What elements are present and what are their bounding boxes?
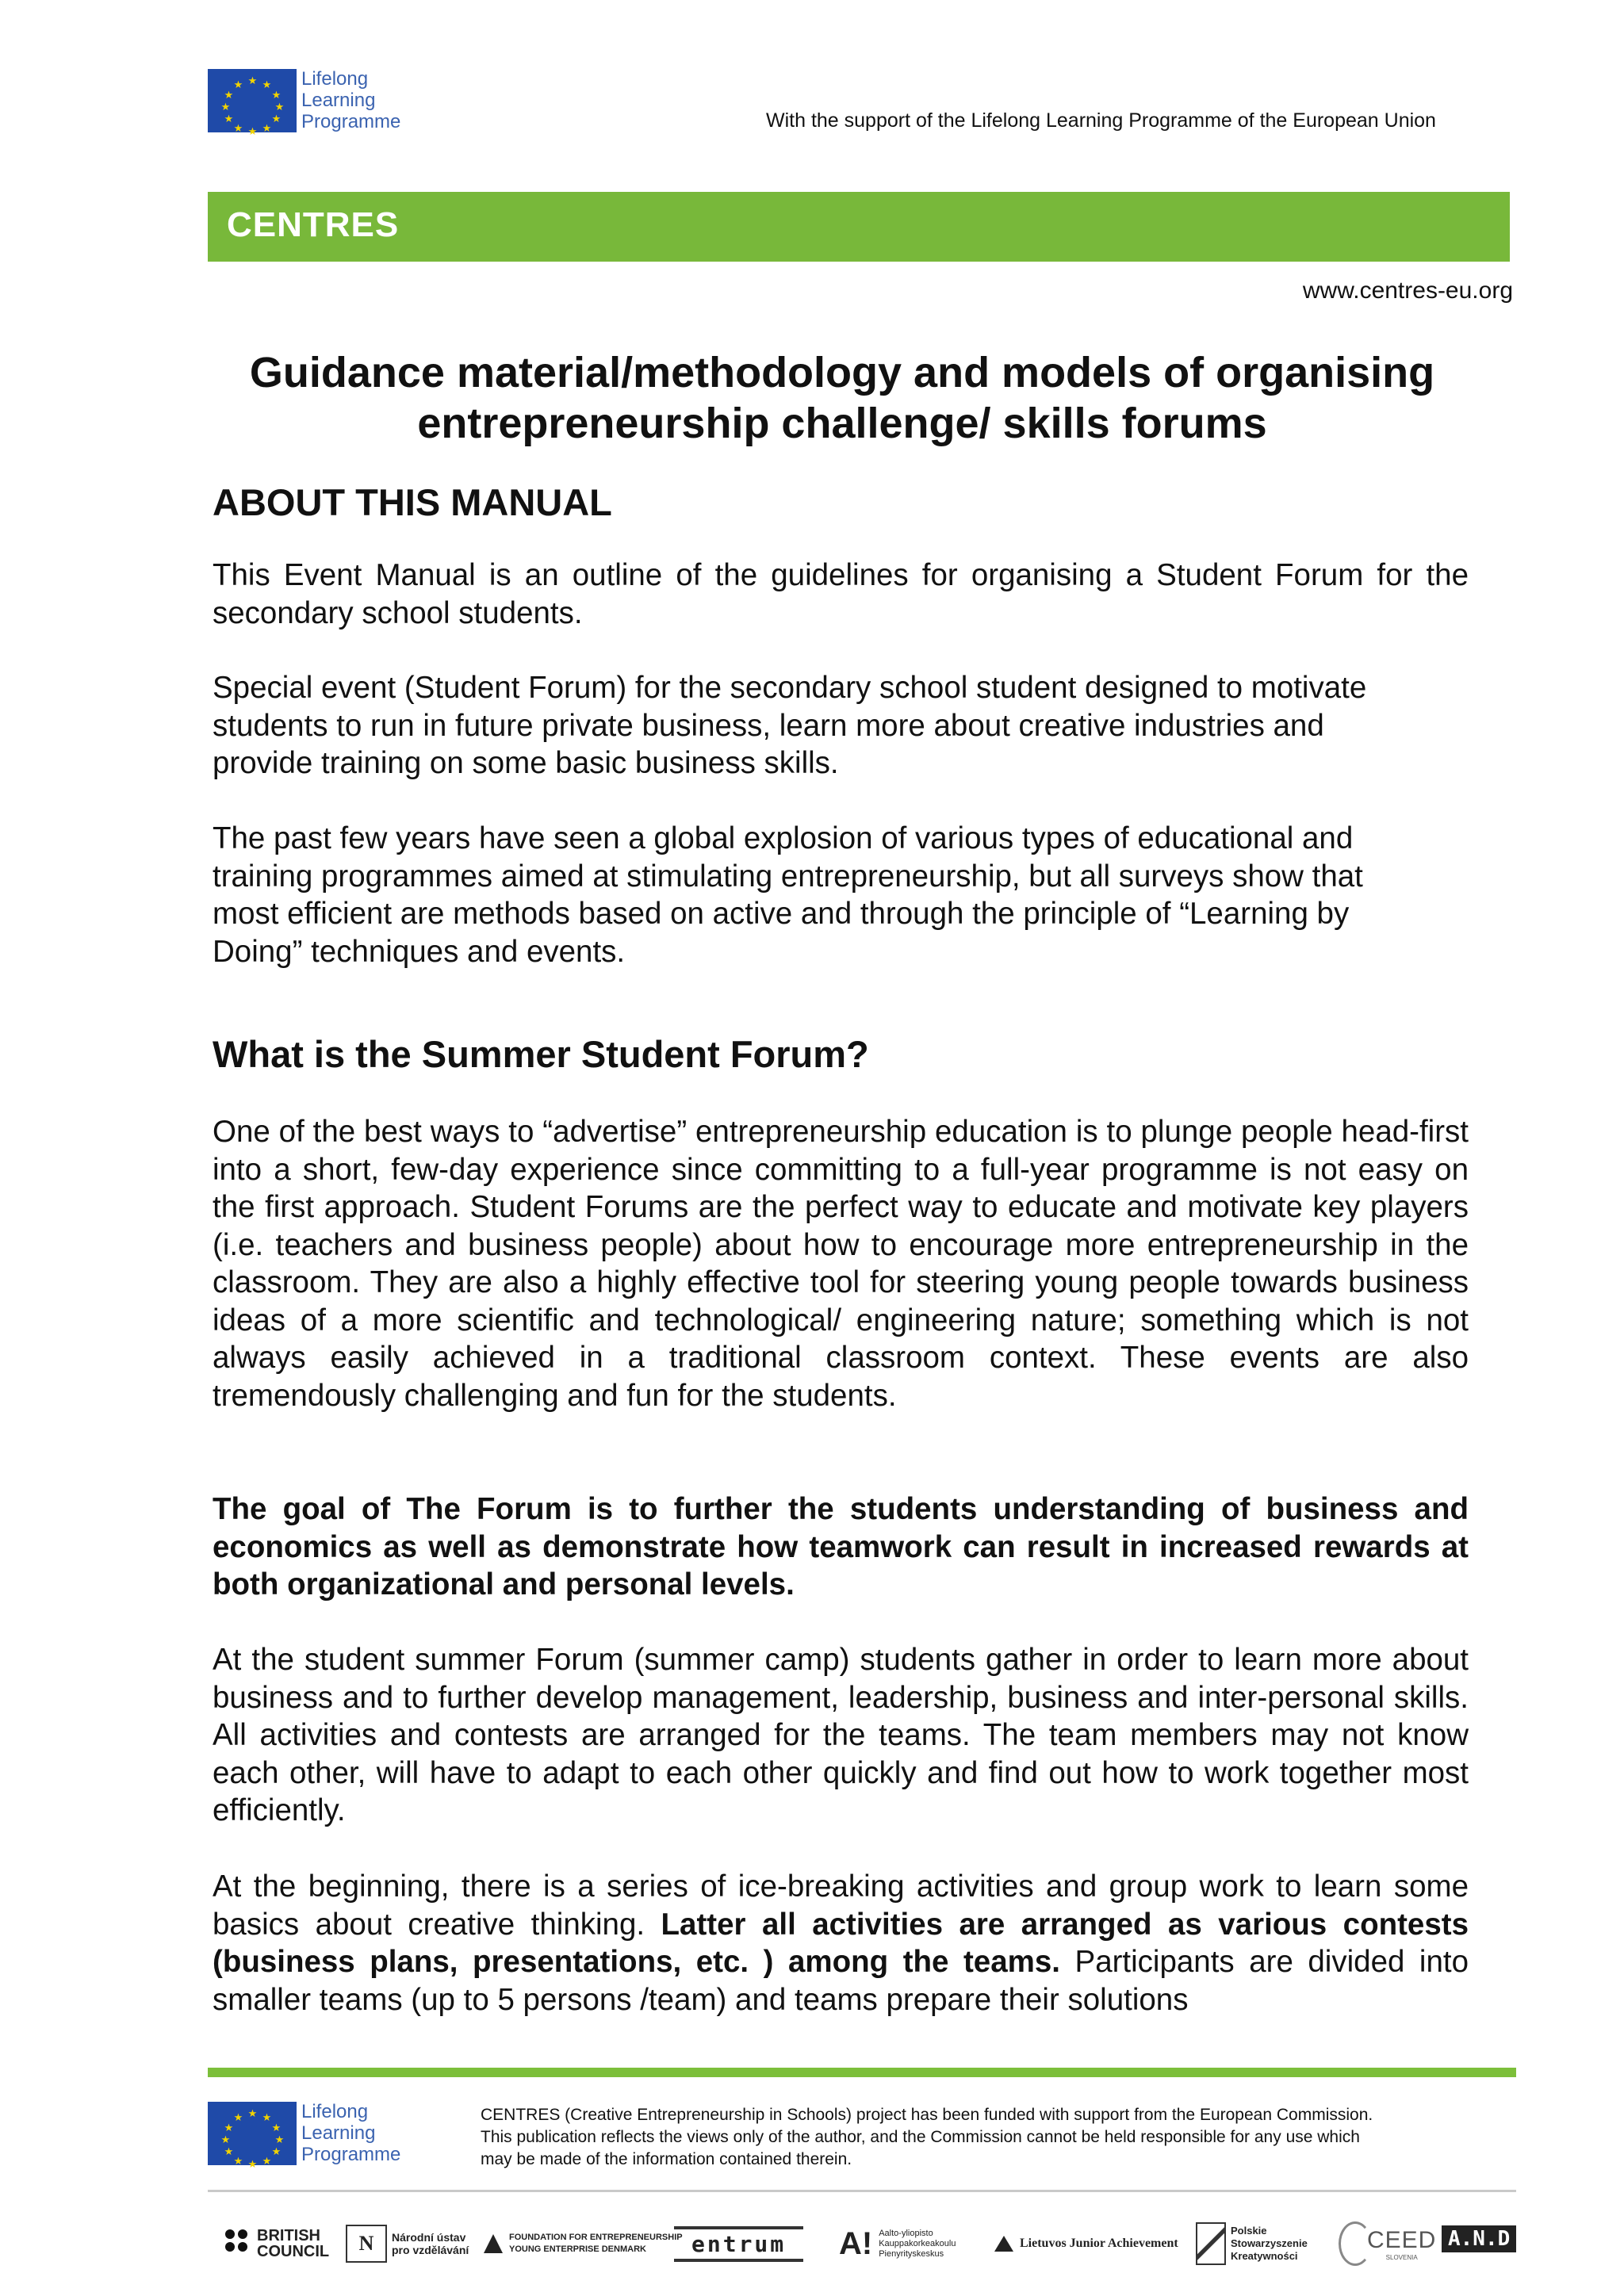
footer-green-rule — [208, 2068, 1516, 2077]
section-heading-forum: What is the Summer Student Forum? — [213, 1033, 869, 1075]
partner-entrum: entrum — [674, 2223, 803, 2264]
partner-lja: Lietuvos Junior Achievement — [993, 2220, 1178, 2267]
llp-header-logo — [208, 68, 401, 137]
footer-grey-rule — [208, 2190, 1516, 2192]
psk-mark-icon — [1196, 2222, 1226, 2265]
partner-ceed: CEED SLOVENIA — [1339, 2217, 1436, 2271]
website-url[interactable]: www.centres-eu.org — [1302, 277, 1513, 304]
banner-title: CENTRES — [227, 205, 400, 244]
eu-flag-icon: ★ ★ ★ ★ ★ ★ ★ ★ ★ ★ ★ ★ — [208, 69, 297, 132]
document-title: Guidance material/methodology and models of organising entrepreneurship challenge/ skills forums — [249, 349, 1435, 447]
funding-disclaimer: CENTRES (Creative Entrepreneurship in Schools) project has been funded with support from the European Commission. This publication reflects the views only of the author, and the Commission cannot be held responsible for any use which may be made of the information contained therein. — [481, 2106, 1373, 2168]
llp-logo-text: Lifelong Learning Programme — [301, 68, 401, 132]
nuv-mark-icon: N — [346, 2225, 387, 2263]
british-council-dots-icon — [224, 2228, 255, 2260]
llp-logo-text: Lifelong Learning Programme — [301, 2101, 401, 2165]
paragraph-intro: This Event Manual is an outline of the guidelines for organising a Student Forum for the secondary school students. — [213, 558, 1469, 630]
partner-aalto: A! Aalto-yliopisto Kauppakorkeakoulu Pienyrityskeskus — [839, 2225, 956, 2261]
partner-british-council: BRITISH COUNCIL — [224, 2220, 329, 2267]
partner-and: A.N.D — [1442, 2223, 1516, 2255]
eu-flag-icon: ★ ★ ★ ★ ★ ★ ★ ★ ★ ★ ★ ★ — [208, 2102, 297, 2165]
paragraph-special-event: Special event (Student Forum) for the secondary school student designed to motivate students to run in future private business, learn more about creative industries and provide training on some basic business skills. — [213, 671, 1367, 780]
paragraph-past-years: The past few years have seen a global explosion of various types of educational and training programmes aimed at stimulating entrepreneurship, but all surveys show that most efficient are methods based on active and through the principle of “Learning by Doing” techniques and events. — [213, 821, 1363, 969]
llp-footer-logo — [208, 2101, 401, 2170]
support-statement: With the support of the Lifelong Learning Programme of the European Union — [766, 109, 1436, 132]
partner-nuv: N Národní ústav pro vzdělávání — [346, 2220, 469, 2267]
paragraph-best-ways: One of the best ways to “advertise” entrepreneurship education is to plunge people head-first into a short, few-day experience since committing to a full-year programme is not easy on the first approach. Student Forums are the perfect way to educate and motivate key players (i.e. teachers and business people) about how to encourage more entrepreneurship in the classroom. They are also a highly effective tool for steering young people towards business ideas of a more scientific and technological/ engineering nature; something which is not always easily achieved in a traditional classroom context. These events are also tremendously challenging and fun for the students. — [213, 1115, 1469, 1413]
paragraph-summer-forum: At the student summer Forum (summer camp) students gather in order to learn more about business and to further develop management, leadership, business and inter-personal skills. All activities and contests are arranged for the teams. The team members may not know each other, will have to adapt to each other quickly and find out how to work together most efficiently. — [213, 1643, 1469, 1827]
paragraph-goal: The goal of The Forum is to further the students understanding of business and economics as well as demonstrate how teamwork can result in increased rewards at both organizational and personal levels. — [213, 1492, 1469, 1601]
centres-banner — [208, 192, 1510, 262]
lja-triangle-icon — [993, 2234, 1015, 2253]
partner-ffe-ye: FOUNDATION FOR ENTREPRENEURSHIP YOUNG ENTERPRISE DENMARK — [482, 2220, 683, 2267]
paragraph-beginning: At the beginning, there is a series of ice-breaking activities and group work to learn some basics about creative thinking. Latter all activities are arranged as various contests (business plans, presentations, etc. ) among the teams. Participants are divided into smaller teams (up to 5 persons /team) and teams prepare their solutions — [213, 1869, 1469, 2017]
ffe-triangle-icon — [482, 2233, 504, 2255]
section-heading-about: ABOUT THIS MANUAL — [213, 481, 612, 523]
partner-psk: Polskie Stowarzyszenie Kreatywności — [1196, 2217, 1308, 2271]
aalto-mark-icon: A! — [839, 2225, 873, 2261]
